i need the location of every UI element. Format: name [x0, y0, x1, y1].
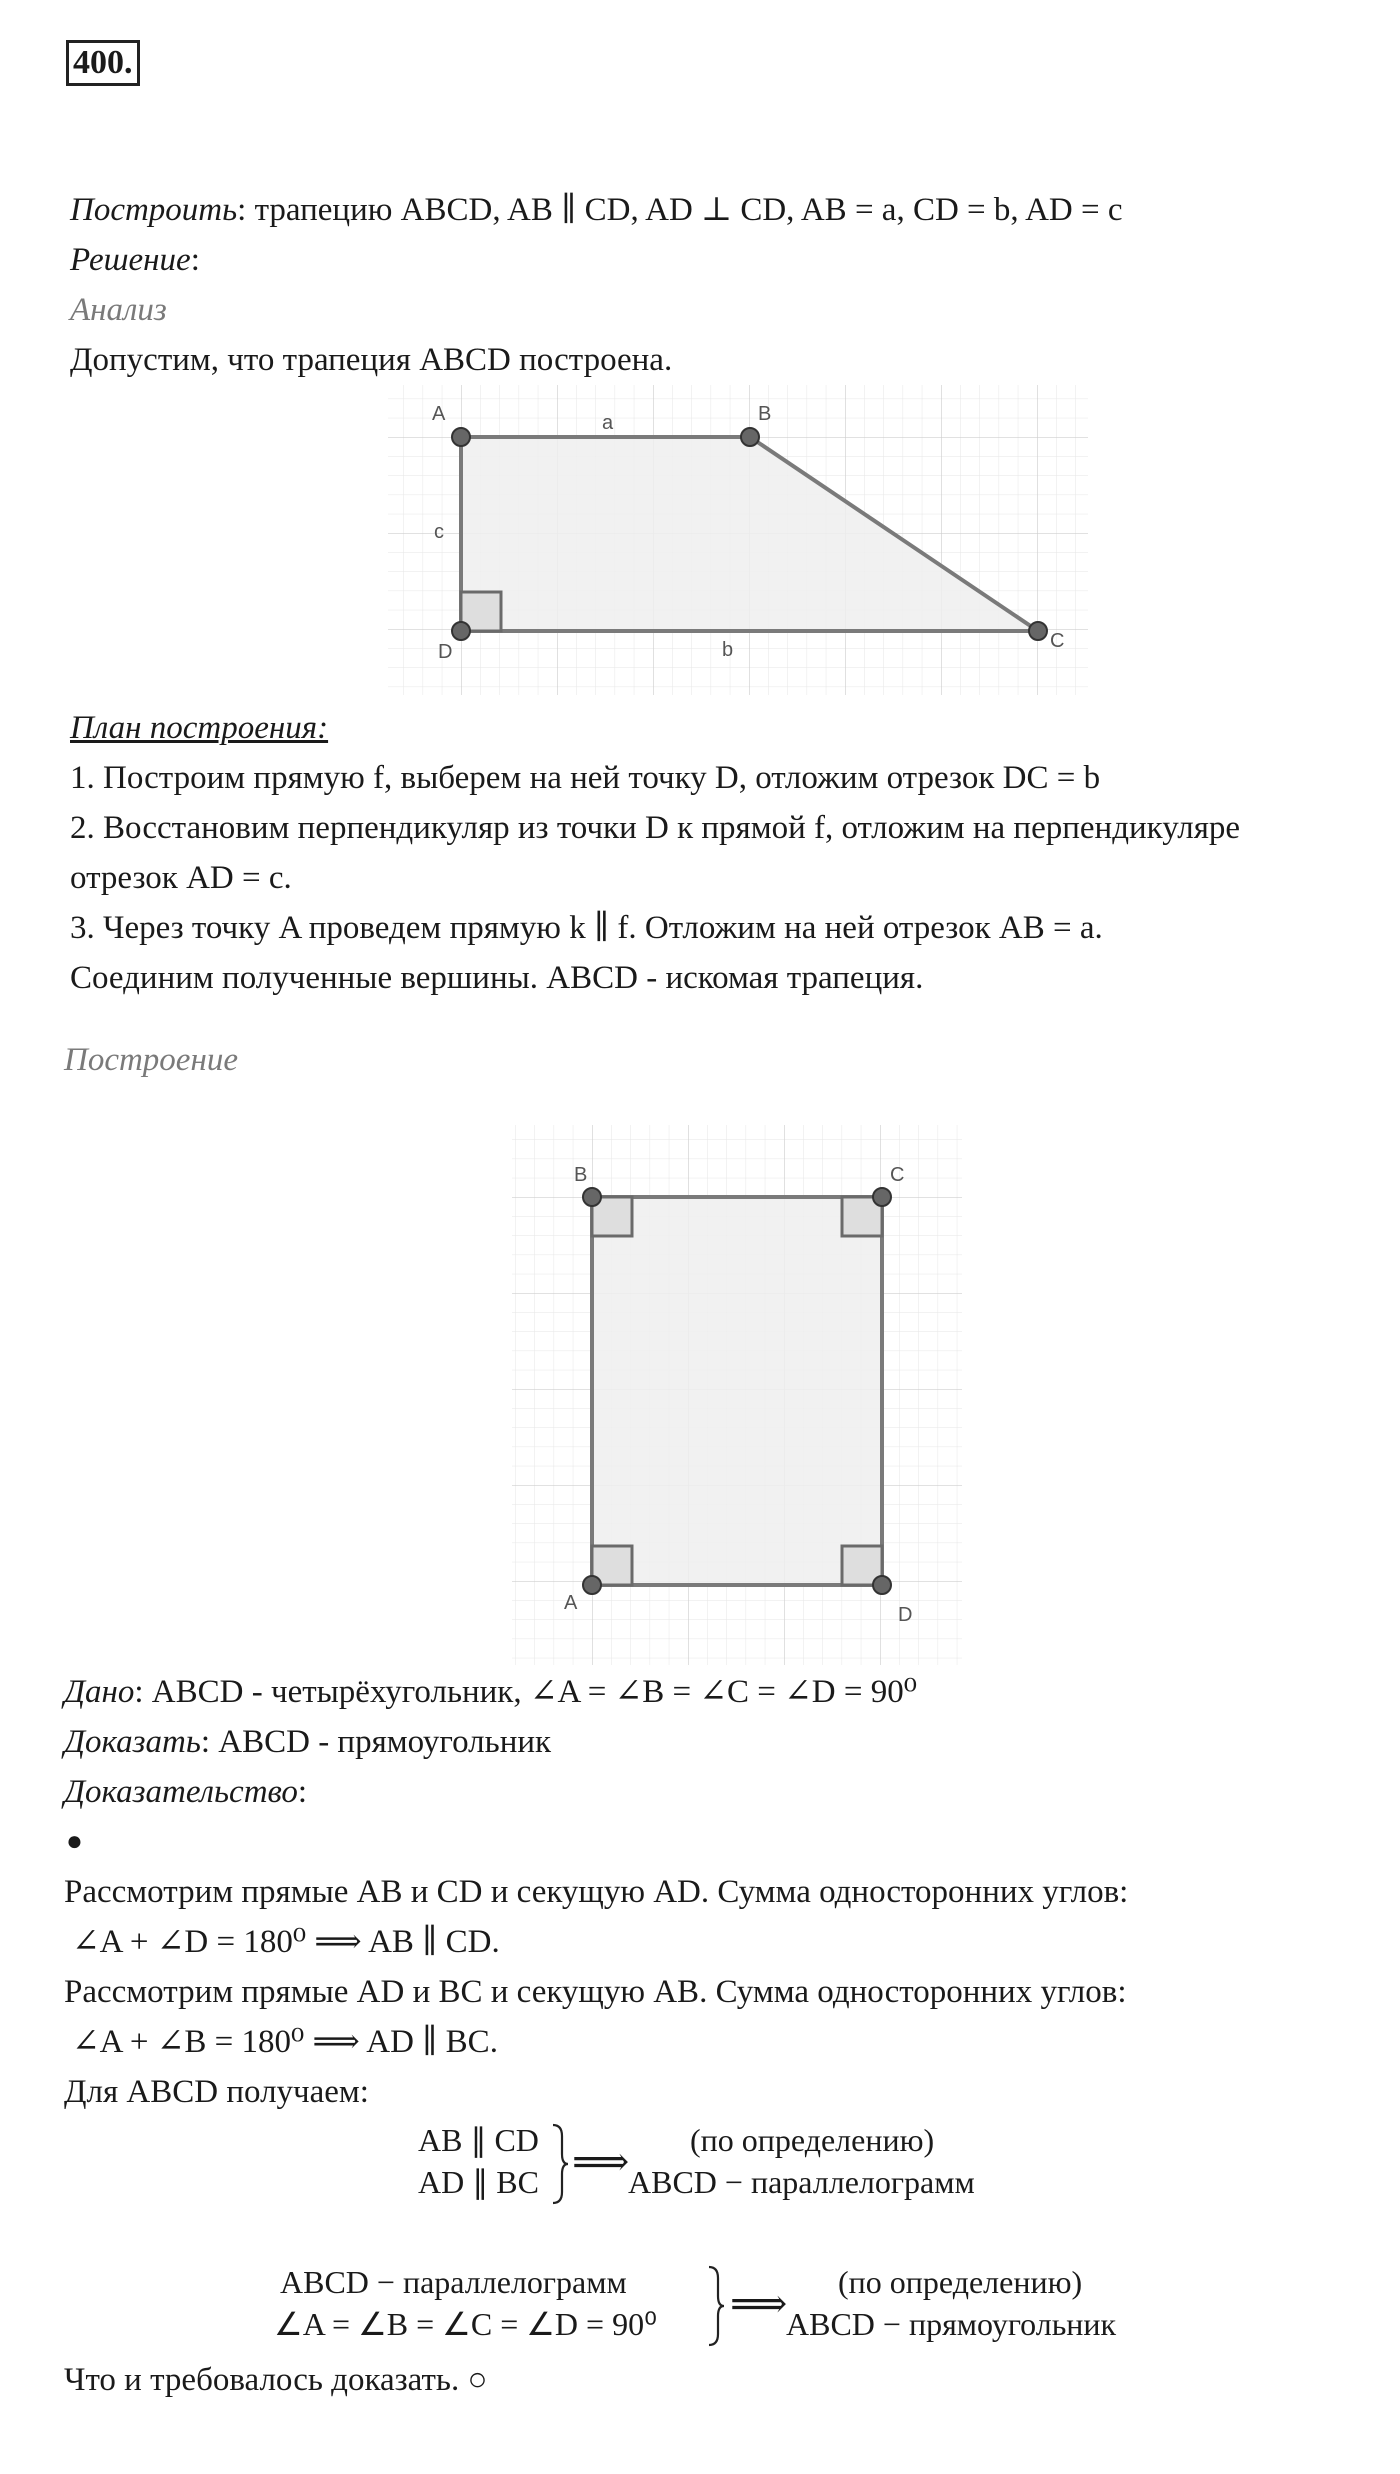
- step-1: 1. Построим прямую f, выберем на ней точку D, отложим отрезок DC = b: [70, 760, 1101, 796]
- brace-icon: [550, 2122, 570, 2206]
- system1-arrow: ⟹: [572, 2139, 630, 2184]
- label-side-c: c: [434, 521, 444, 543]
- given-label: Дано: [64, 1674, 135, 1710]
- label-side-b: b: [722, 639, 734, 661]
- point-b: [583, 1188, 601, 1206]
- label-b: B: [574, 1164, 588, 1186]
- given-text: : ABCD - четырёхугольник, ∠A = ∠B = ∠C = ∠D = 90⁰: [134, 1674, 917, 1710]
- conclusion: Что и требовалось доказать. ○: [64, 2362, 488, 2398]
- brace-icon: [706, 2264, 726, 2348]
- analysis-label: Анализ: [70, 292, 167, 328]
- system2-left-1: ABCD − параллелограмм: [280, 2264, 627, 2300]
- step-2: 2. Восстановим перпендикуляр из точки D к прямой f, отложим на перпендикуляре: [70, 810, 1241, 846]
- label-c: C: [1050, 630, 1065, 652]
- prove-text: : ABCD - прямоугольник: [200, 1724, 552, 1760]
- rectangle-shape: [592, 1197, 882, 1585]
- solution-label: Решение: [70, 242, 191, 278]
- point-a: [452, 428, 470, 446]
- step-3-cont: Соединим полученные вершины. ABCD - искомая трапеция.: [70, 960, 924, 996]
- solution-colon: :: [190, 242, 200, 278]
- system2-top: (по определению): [838, 2264, 1083, 2300]
- point-c: [873, 1188, 891, 1206]
- step-2-cont: отрезок AD = c.: [70, 860, 292, 896]
- trapezoid-figure: [388, 385, 1088, 695]
- system1-left-2: AD ∥ BC: [418, 2164, 539, 2200]
- label-b: B: [758, 403, 772, 425]
- solution-line: [70, 240, 200, 280]
- system2-left-2: ∠A = ∠B = ∠C = ∠D = 90⁰: [274, 2306, 657, 2342]
- point-c: [1029, 622, 1047, 640]
- system2-arrow: ⟹: [730, 2281, 788, 2326]
- prove-label: Доказать: [64, 1724, 201, 1760]
- proof-label: Доказательство: [64, 1774, 298, 1810]
- proof-line-2: ∠A + ∠D = 180⁰ ⟹ AB ∥ CD.: [72, 1924, 500, 1960]
- label-c: C: [890, 1164, 905, 1186]
- proof-line: [64, 1772, 307, 1812]
- proof-line-5: Для ABCD получаем:: [64, 2074, 369, 2110]
- point-d: [452, 622, 470, 640]
- given-line: [64, 1672, 917, 1712]
- point-a: [583, 1576, 601, 1594]
- label-a: A: [564, 1592, 578, 1614]
- system1-left-1: AB ∥ CD: [418, 2122, 539, 2158]
- construct-text: : трапецию ABCD, AB ∥ CD, AD ⊥ CD, AB = a, CD = b, AD = c: [237, 192, 1123, 228]
- label-a: A: [432, 403, 446, 425]
- label-d: D: [438, 641, 453, 663]
- proof-line-4: ∠A + ∠B = 180⁰ ⟹ AD ∥ BC.: [72, 2024, 498, 2060]
- construction-label: Построение: [64, 1042, 238, 1078]
- prove-line: [64, 1722, 551, 1762]
- rectangle-figure: [512, 1125, 962, 1665]
- step-3: 3. Через точку A проведем прямую k ∥ f. Отложим на ней отрезок AB = a.: [70, 910, 1103, 946]
- point-b: [741, 428, 759, 446]
- bullet: ●: [66, 1826, 83, 1857]
- construct-label: Построить: [70, 192, 238, 228]
- system1-bottom: ABCD − параллелограмм: [628, 2164, 975, 2200]
- assume-text: Допустим, что трапеция ABCD построена.: [70, 342, 673, 378]
- point-d: [873, 1576, 891, 1594]
- proof-line-1: Рассмотрим прямые AB и CD и секущую AD. Сумма односторонних углов:: [64, 1874, 1129, 1910]
- proof-line-3: Рассмотрим прямые AD и BC и секущую AB. Сумма односторонних углов:: [64, 1974, 1127, 2010]
- proof-colon: :: [297, 1774, 308, 1810]
- system1-top: (по определению): [690, 2122, 935, 2158]
- system2-bottom: ABCD − прямоугольник: [786, 2306, 1117, 2342]
- problem-number: 400.: [66, 40, 140, 86]
- construct-line: [70, 190, 1123, 230]
- label-d: D: [898, 1604, 913, 1626]
- label-side-a: a: [602, 412, 614, 434]
- plan-label: План построения:: [70, 710, 329, 746]
